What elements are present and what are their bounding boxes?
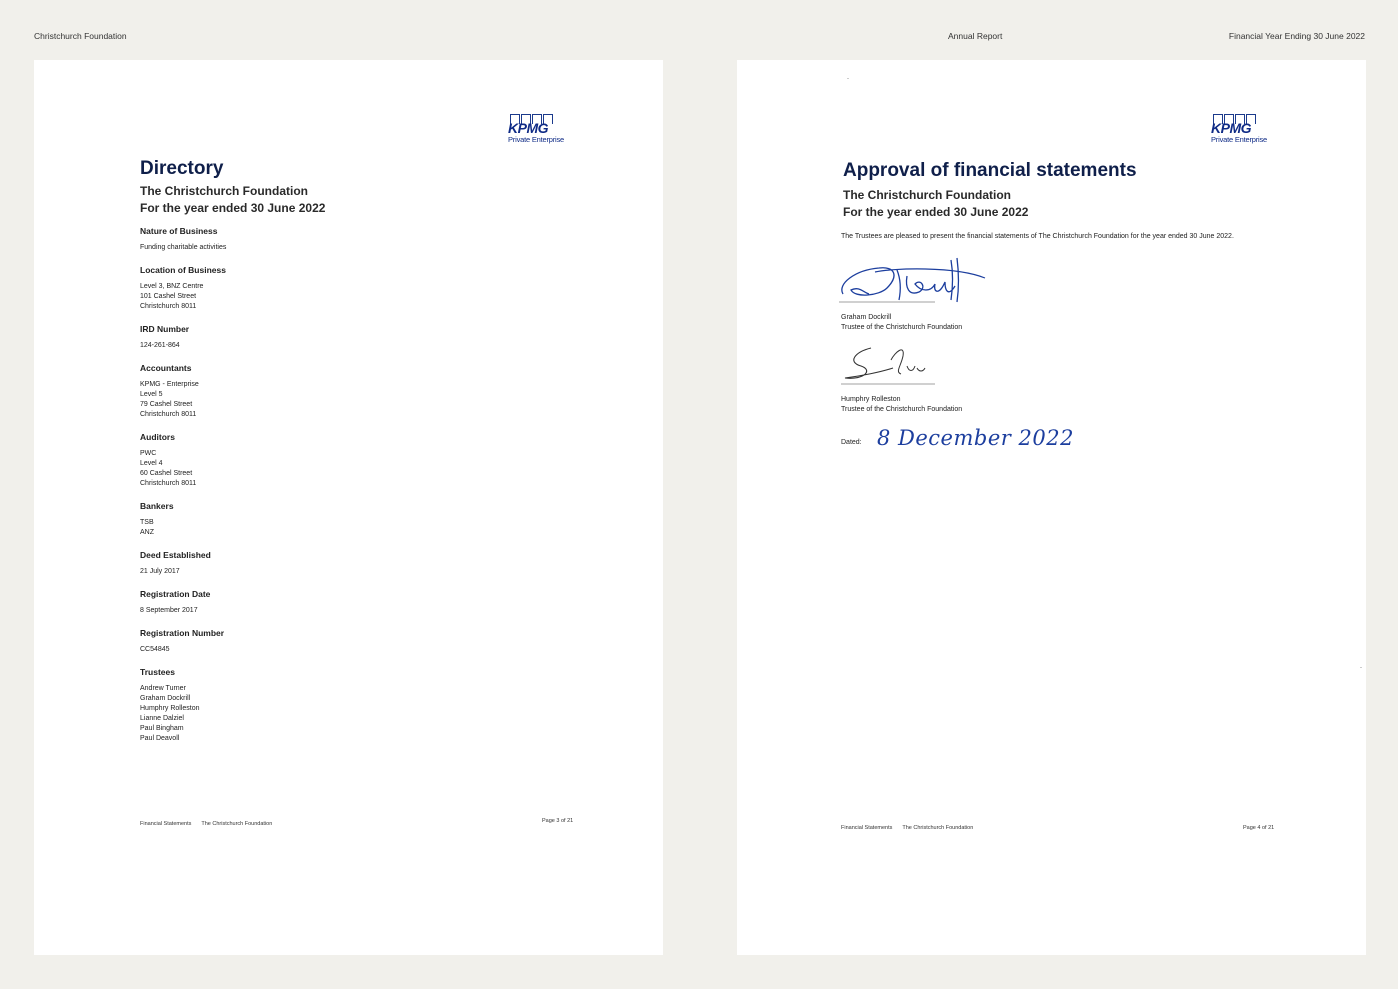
header-center: Annual Report	[948, 31, 1003, 41]
directory-page	[34, 60, 663, 955]
directory-section	[140, 363, 540, 420]
header-left: Christchurch Foundation	[34, 31, 127, 41]
page-number: Page 3 of 21	[542, 818, 574, 824]
directory-section	[140, 501, 540, 538]
section-line: Christchurch 8011	[140, 303, 197, 310]
directory-section	[140, 265, 540, 312]
signatory-1: Graham Dockrill Trustee of the Christchurch Foundation	[841, 314, 963, 331]
signatory-2: Humphry Rolleston Trustee of the Christchurch Foundation	[841, 396, 963, 413]
section-heading: Nature of Business	[140, 226, 218, 236]
directory-list	[140, 226, 540, 756]
directory-section	[140, 432, 540, 489]
section-line: TSB	[140, 519, 154, 526]
section-line: 101 Cashel Street	[140, 293, 197, 300]
section-line: 8 September 2017	[140, 607, 198, 614]
section-line: CC54845	[140, 646, 170, 653]
section-line: 124-261-864	[140, 342, 180, 349]
section-line: Humphry Rolleston	[140, 705, 200, 712]
kpmg-logo: KPMG Private Enterprise	[1211, 114, 1281, 148]
section-heading: Registration Date	[140, 589, 211, 599]
section-heading: Location of Business	[140, 265, 226, 275]
directory-section	[140, 226, 540, 253]
section-line: Paul Deavoll	[140, 735, 180, 742]
approval-page	[737, 60, 1366, 955]
section-line: Andrew Turner	[140, 685, 186, 692]
page-title: Directory	[140, 158, 224, 179]
section-line: PWC	[140, 450, 157, 457]
section-heading: Bankers	[140, 501, 174, 511]
page-number: Page 4 of 21	[1243, 825, 1275, 831]
directory-section	[140, 628, 540, 655]
section-line: ANZ	[140, 529, 154, 536]
scan-speck	[1360, 667, 1362, 668]
section-heading: Deed Established	[140, 550, 211, 560]
page-subtitle: The Christchurch Foundation For the year ended 30 June 2022	[843, 188, 1029, 219]
signature-humphry-rolleston	[835, 342, 945, 388]
page-subtitle: The Christchurch Foundation For the year ended 30 June 2022	[140, 184, 326, 215]
directory-section	[140, 550, 540, 577]
section-line: Christchurch 8011	[140, 411, 197, 418]
section-line: KPMG - Enterprise	[140, 381, 199, 388]
section-heading: Auditors	[140, 432, 175, 442]
directory-section	[140, 667, 540, 744]
section-line: Level 3, BNZ Centre	[140, 283, 204, 290]
section-line: 79 Cashel Street	[140, 401, 193, 408]
section-line: Paul Bingham	[140, 725, 184, 732]
section-line: Funding charitable activities	[140, 244, 227, 251]
page-footer: Financial Statements The Christchurch Foundation	[140, 821, 273, 827]
signature-graham-dockrill	[835, 256, 995, 306]
page-title: Approval of financial statements	[843, 160, 1137, 181]
intro-text: The Trustees are pleased to present the financial statements of The Christchurch Foundation for the year ended 30 June 2022.	[841, 233, 1234, 240]
section-heading: Accountants	[140, 363, 192, 373]
directory-section	[140, 589, 540, 616]
dated-value: 8 December 2022	[877, 426, 1074, 450]
section-line: Level 5	[140, 391, 163, 398]
kpmg-logo: KPMG Private Enterprise	[508, 114, 578, 148]
page-footer: Financial Statements The Christchurch Foundation	[841, 825, 974, 831]
section-line: Christchurch 8011	[140, 480, 197, 487]
section-heading: Trustees	[140, 667, 175, 677]
scan-speck	[847, 78, 849, 79]
header-right: Financial Year Ending 30 June 2022	[1228, 31, 1365, 41]
section-heading: IRD Number	[140, 324, 190, 334]
section-heading: Registration Number	[140, 628, 225, 638]
section-line: 60 Cashel Street	[140, 470, 193, 477]
dated-label: Dated:	[841, 439, 862, 446]
directory-section	[140, 324, 540, 351]
section-line: Lianne Dalziel	[140, 715, 184, 722]
section-line: Level 4	[140, 460, 163, 467]
section-line: Graham Dockrill	[140, 695, 191, 702]
section-line: 21 July 2017	[140, 568, 180, 575]
